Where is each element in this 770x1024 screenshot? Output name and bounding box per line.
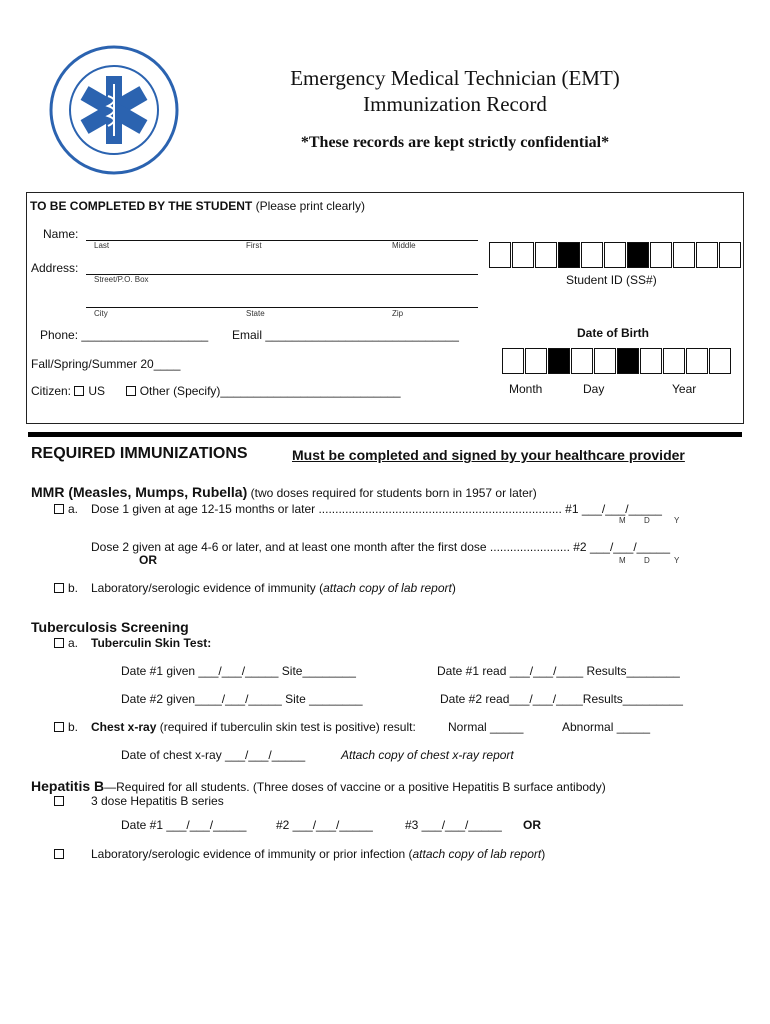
mmr-dose2-y: Y <box>674 556 680 565</box>
sub-zip: Zip <box>392 309 404 318</box>
sub-first: First <box>246 241 262 250</box>
mmr-option-b[interactable]: b. <box>54 581 78 595</box>
sub-street: Street/P.O. Box <box>94 275 149 284</box>
college-logo <box>48 44 180 176</box>
checkbox-icon <box>54 583 64 593</box>
tb-date2-read[interactable]: Date #2 read___/___/____Results_________ <box>440 692 683 706</box>
tb-xray-attach: Attach copy of chest x-ray report <box>341 748 514 762</box>
checkbox-icon <box>54 504 64 514</box>
student-id-cell[interactable] <box>604 242 626 268</box>
hepb-lab-checkbox[interactable] <box>54 847 68 861</box>
address-street-field[interactable] <box>86 262 478 275</box>
tb-option-b[interactable]: b. <box>54 720 78 734</box>
dob-month-label: Month <box>509 382 543 396</box>
section-divider <box>28 432 742 437</box>
citizen-us-checkbox[interactable]: US <box>74 384 105 398</box>
mmr-option-a[interactable]: a. <box>54 502 78 516</box>
name-label: Name: <box>43 227 79 241</box>
sub-last: Last <box>94 241 110 250</box>
tb-option-a[interactable]: a. <box>54 636 78 650</box>
student-id-cell <box>558 242 580 268</box>
checkbox-icon <box>74 386 84 396</box>
dob-cell[interactable] <box>709 348 731 374</box>
student-id-cell[interactable] <box>673 242 695 268</box>
sub-state: State <box>246 309 265 318</box>
citizen-other-checkbox[interactable]: Other (Specify)___________________________ <box>126 384 401 398</box>
dob-cell[interactable] <box>571 348 593 374</box>
hepb-heading: Hepatitis B—Required for all students. (Three doses of vaccine or a positive Hepatitis B surface antibody) <box>31 778 606 794</box>
required-instruction: Must be completed and signed by your healthcare provider <box>292 447 685 463</box>
email-field[interactable]: Email _____________________________ <box>232 328 459 342</box>
student-id-label: Student ID (SS#) <box>566 273 657 287</box>
sub-middle: Middle <box>392 241 416 250</box>
mmr-lab-evidence: Laboratory/serologic evidence of immunity (attach copy of lab report) <box>91 581 456 595</box>
mmr-dose2-m: M <box>619 556 626 565</box>
dob-cell[interactable] <box>502 348 524 374</box>
form-title-line2: Immunization Record <box>363 92 547 116</box>
tb-normal-field[interactable]: Normal _____ <box>448 720 524 734</box>
sub-city: City <box>94 309 108 318</box>
hepb-series-checkbox[interactable] <box>54 794 68 808</box>
checkbox-icon <box>54 722 64 732</box>
citizen-row: Citizen: US Other (Specify)___________________________ <box>31 384 401 398</box>
tb-xray-date[interactable]: Date of chest x-ray ___/___/_____ <box>121 748 306 762</box>
hepb-date2[interactable]: #2 ___/___/_____ <box>276 818 373 832</box>
checkbox-icon <box>126 386 136 396</box>
student-id-cell[interactable] <box>489 242 511 268</box>
student-id-cell[interactable] <box>650 242 672 268</box>
mmr-dose2-d: D <box>644 556 650 565</box>
tb-chest-xray: Chest x-ray (required if tuberculin skin test is positive) result: <box>91 720 416 734</box>
mmr-dose1-d: D <box>644 516 650 525</box>
dob-cell[interactable] <box>594 348 616 374</box>
dob-cell[interactable] <box>663 348 685 374</box>
hepb-series-label: 3 dose Hepatitis B series <box>91 794 224 808</box>
mmr-dose2[interactable]: Dose 2 given at age 4-6 or later, and at least one month after the first dose ........................ #2 ___/___/_____ <box>91 540 671 554</box>
checkbox-icon <box>54 638 64 648</box>
tb-date2-given[interactable]: Date #2 given____/___/_____ Site ________ <box>121 692 363 706</box>
dob-cell <box>548 348 570 374</box>
dob-cell[interactable] <box>640 348 662 374</box>
tb-heading: Tuberculosis Screening <box>31 619 189 635</box>
student-id-cell[interactable] <box>581 242 603 268</box>
mmr-heading: MMR (Measles, Mumps, Rubella) (two doses required for students born in 1957 or later) <box>31 484 537 500</box>
hepb-or: OR <box>523 818 541 832</box>
checkbox-icon <box>54 849 64 859</box>
student-id-cell[interactable] <box>512 242 534 268</box>
student-id-cell[interactable] <box>535 242 557 268</box>
term-field[interactable]: Fall/Spring/Summer 20____ <box>31 357 181 371</box>
hepb-date1[interactable]: Date #1 ___/___/_____ <box>121 818 247 832</box>
tb-date1-given[interactable]: Date #1 given ___/___/_____ Site________ <box>121 664 356 678</box>
dob-cell[interactable] <box>686 348 708 374</box>
dob-cell <box>617 348 639 374</box>
name-field[interactable] <box>86 228 478 241</box>
hepb-date3[interactable]: #3 ___/___/_____ <box>405 818 502 832</box>
mmr-dose1[interactable]: Dose 1 given at age 12-15 months or later ......................................................................... #1 ___/___/_____ <box>91 502 662 516</box>
phone-field[interactable]: Phone: ___________________ <box>40 328 209 342</box>
dob-day-label: Day <box>583 382 605 396</box>
address-label: Address: <box>31 261 79 275</box>
mmr-dose1-y: Y <box>674 516 680 525</box>
required-title: REQUIRED IMMUNIZATIONS <box>31 445 248 462</box>
mmr-or: OR <box>139 553 157 567</box>
student-id-cell[interactable] <box>696 242 718 268</box>
confidential-note: *These records are kept strictly confidential* <box>300 134 610 151</box>
dob-label: Date of Birth <box>577 326 649 340</box>
mmr-dose1-m: M <box>619 516 626 525</box>
tb-abnormal-field[interactable]: Abnormal _____ <box>562 720 651 734</box>
hepb-lab-evidence: Laboratory/serologic evidence of immunity or prior infection (attach copy of lab report) <box>91 847 546 861</box>
tb-date1-read[interactable]: Date #1 read ___/___/____ Results________ <box>437 664 680 678</box>
tb-skin-test-label: Tuberculin Skin Test: <box>91 636 212 650</box>
student-id-cell <box>627 242 649 268</box>
address-city-field[interactable] <box>86 295 478 308</box>
dob-year-label: Year <box>672 382 697 396</box>
student-heading: TO BE COMPLETED BY THE STUDENT (Please print clearly) <box>30 199 365 213</box>
form-title-line1: Emergency Medical Technician (EMT) <box>290 66 620 90</box>
student-id-cell[interactable] <box>719 242 741 268</box>
dob-cell[interactable] <box>525 348 547 374</box>
checkbox-icon <box>54 796 64 806</box>
